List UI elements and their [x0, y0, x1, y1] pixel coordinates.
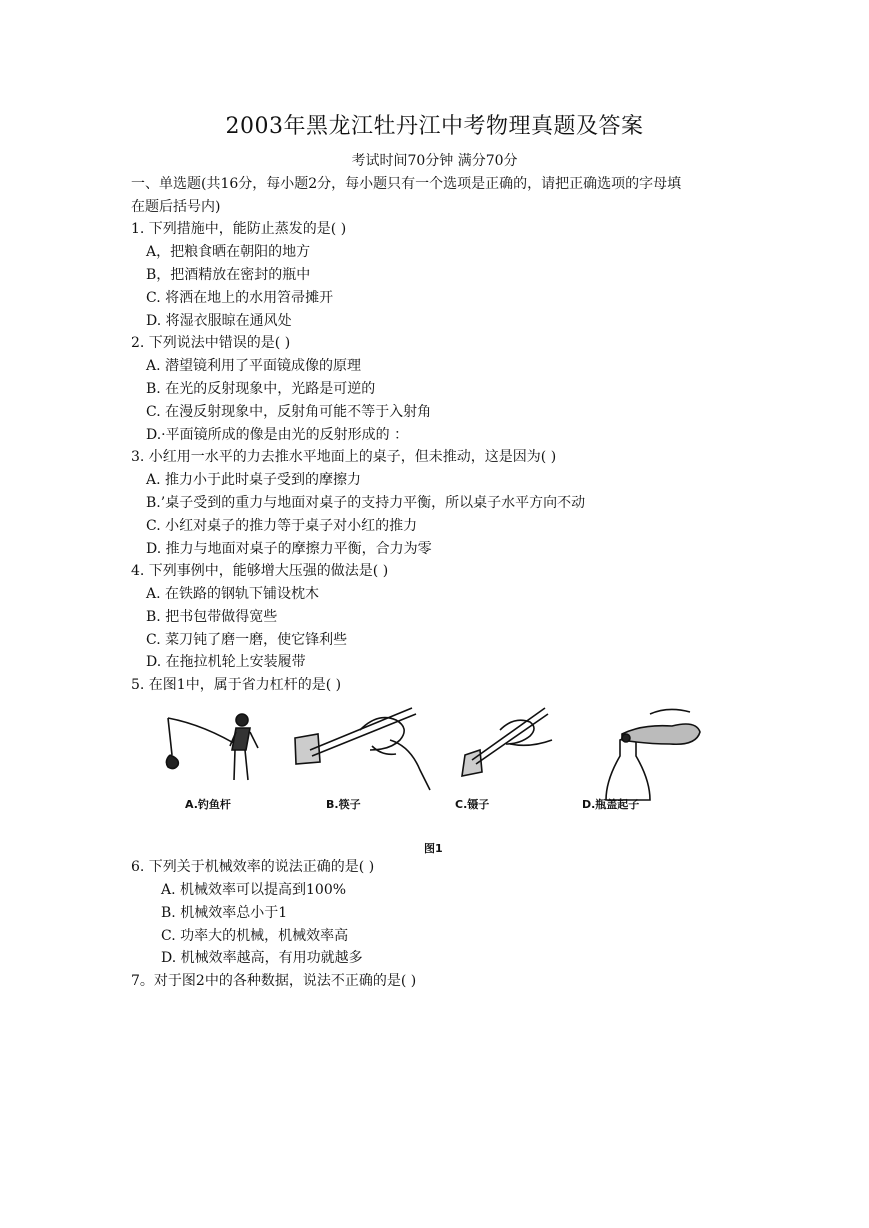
question-7-stem: 7。对于图2中的各种数据，说法不正确的是( ): [131, 973, 417, 989]
question-3-option-c: C. 小红对桌子的推力等于桌子对小红的推力: [146, 518, 418, 534]
figure-1-label-c: C.镊子: [455, 798, 490, 811]
question-4-option-b: B. 把书包带做得宽些: [146, 609, 278, 625]
question-3-option-d: D. 推力与地面对桌子的摩擦力平衡，合力为零: [146, 541, 432, 557]
figure-1-label-d: D.瓶盖起子: [582, 798, 640, 811]
chopsticks-illustration: [295, 708, 430, 790]
question-6-stem: 6. 下列关于机械效率的说法正确的是( ): [131, 859, 375, 875]
tweezers-illustration: [462, 708, 552, 776]
question-2-stem: 2. 下列说法中错误的是( ): [131, 335, 291, 351]
page-title: 2003年黑龙江牡丹江中考物理真题及答案: [225, 114, 644, 139]
section-heading-line1: 一、单选题(共16分，每小题2分，每小题只有一个选项是正确的，请把正确选项的字母填: [131, 176, 682, 192]
figure-1-label-a: A.钓鱼杆: [185, 798, 231, 811]
figure-1-caption: 图1: [424, 842, 443, 855]
fishing-rod-illustration: [166, 714, 258, 780]
question-4-option-a: A. 在铁路的钢轨下铺设枕木: [146, 586, 320, 602]
question-4-option-d: D. 在拖拉机轮上安装履带: [146, 654, 306, 670]
question-3-option-a: A. 推力小于此时桌子受到的摩擦力: [146, 472, 362, 488]
question-1-stem: 1. 下列措施中，能防止蒸发的是( ): [131, 221, 347, 237]
question-1-option-d: D. 将湿衣服晾在通风处: [146, 313, 292, 329]
bottle-opener-illustration: [606, 709, 700, 800]
question-2-option-b: B. 在光的反射现象中，光路是可逆的: [146, 381, 376, 397]
figure-1: [150, 700, 730, 860]
question-4-option-c: C. 菜刀钝了磨一磨，使它锋利些: [146, 632, 348, 648]
question-2-option-d: D.·平面镜所成的像是由光的反射形成的 ：: [146, 427, 409, 443]
question-6-option-c: C. 功率大的机械，机械效率高: [161, 928, 349, 944]
figure-1-label-b: B.筷子: [326, 798, 361, 811]
question-4-stem: 4. 下列事例中，能够增大压强的做法是( ): [131, 563, 389, 579]
exam-info: 考试时间70分钟 满分70分: [351, 153, 518, 169]
question-6-option-a: A. 机械效率可以提高到100%: [161, 882, 347, 898]
section-heading-line2: 在题后括号内): [131, 199, 221, 215]
question-2-option-a: A. 潜望镜利用了平面镜成像的原理: [146, 358, 362, 374]
question-2-option-c: C. 在漫反射现象中，反射角可能不等于入射角: [146, 404, 432, 420]
question-3-stem: 3. 小红用一水平的力去推水平地面上的桌子，但未推动，这是因为( ): [131, 449, 557, 465]
question-6-option-b: B. 机械效率总小于1: [161, 905, 288, 921]
question-5-stem: 5. 在图1中，属于省力杠杆的是( ): [131, 677, 342, 693]
question-3-option-b: B.’桌子受到的重力与地面对桌子的支持力平衡，所以桌子水平方向不动: [146, 495, 586, 511]
question-6-option-d: D. 机械效率越高，有用功就越多: [161, 950, 363, 966]
question-1-option-b: B，把酒精放在密封的瓶中: [146, 267, 311, 283]
question-1-option-c: C. 将洒在地上的水用笤帚摊开: [146, 290, 334, 306]
question-1-option-a: A，把粮食晒在朝阳的地方: [146, 244, 311, 260]
